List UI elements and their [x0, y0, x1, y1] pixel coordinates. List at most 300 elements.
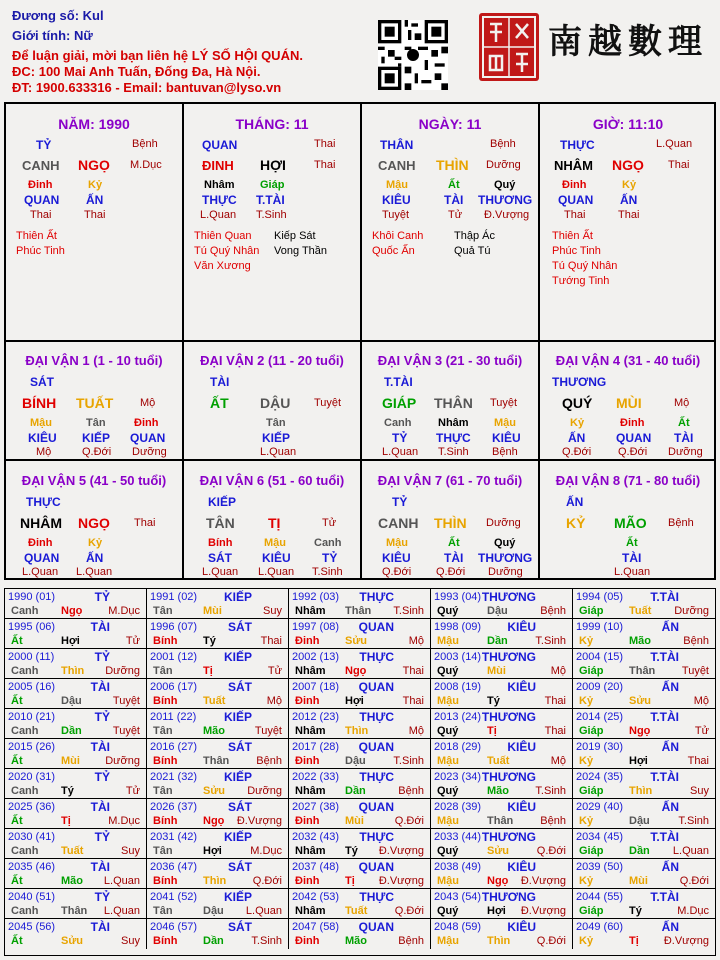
year-cell — [5, 859, 147, 889]
year-cell — [573, 919, 715, 949]
year-chi: Dần — [203, 935, 224, 947]
year-chi: Tý — [629, 905, 642, 917]
year-star: THƯƠNG — [481, 650, 536, 664]
year-cell — [431, 889, 573, 919]
year-stage: Đ.Vượng — [520, 905, 566, 917]
year-star: TỶ — [94, 710, 110, 724]
year-label: 1996 (07) — [150, 621, 198, 633]
year-chi: Dậu — [629, 815, 650, 827]
year-stage: T.Sinh — [678, 815, 709, 827]
year-cell — [573, 799, 715, 829]
year-label: 1991 (02) — [150, 591, 198, 603]
year-star: QUAN — [358, 620, 394, 634]
year-cell — [289, 739, 431, 769]
year-cell — [5, 739, 147, 769]
dai-van-star: T.TÀI — [384, 375, 413, 389]
year-label: 2036 (47) — [150, 861, 198, 873]
year-cell — [5, 829, 147, 859]
dai-van-stage: Mộ — [140, 397, 156, 409]
year-cell — [573, 679, 715, 709]
pillar-top-star: TỶ — [36, 138, 52, 152]
hidden-star: KIÊU — [382, 551, 411, 565]
year-star: THỰC — [359, 710, 394, 724]
hidden-star: THỰC — [436, 431, 471, 445]
year-can: Tân — [153, 665, 173, 677]
dai-van-chi: NGỌ — [78, 515, 110, 531]
dai-van-3 — [362, 342, 538, 459]
year-row — [5, 709, 715, 739]
year-chi: Thìn — [345, 725, 369, 737]
dai-van-stage: Tử — [322, 517, 337, 529]
dai-van-stage: Mộ — [674, 397, 690, 409]
year-chi: Sửu — [487, 845, 510, 857]
pillar-chi: HỢI — [260, 157, 286, 173]
hidden-can: Mậu — [494, 417, 516, 429]
year-stage: Thai — [402, 695, 424, 707]
year-chi: Tuất — [345, 905, 368, 917]
hidden-stage: L.Quan — [76, 566, 113, 578]
year-label: 2008 (19) — [434, 681, 482, 693]
year-row — [5, 889, 715, 919]
year-label: 2023 (34) — [434, 771, 482, 783]
special-star: Văn Xương — [194, 260, 251, 272]
year-stage: Đ.Vượng — [520, 875, 566, 887]
pillar-top-star: QUAN — [202, 138, 238, 152]
year-stage: Mộ — [550, 665, 566, 677]
year-chi: Hợi — [203, 845, 222, 857]
year-stage: Bệnh — [683, 635, 709, 647]
year-label: 2027 (38) — [292, 801, 340, 813]
hidden-stage: Thai — [84, 209, 106, 221]
year-cell — [431, 679, 573, 709]
hidden-star: QUAN — [558, 193, 594, 207]
year-cell — [5, 679, 147, 709]
pillar-chi-stage: Dưỡng — [486, 159, 521, 171]
year-star: TỶ — [94, 590, 110, 604]
year-star: T.TÀI — [650, 590, 679, 604]
year-can: Mậu — [437, 635, 459, 647]
year-label: 2020 (31) — [8, 771, 56, 783]
year-stage: Thai — [687, 755, 709, 767]
year-can: Nhâm — [295, 665, 326, 677]
hidden-stage: Q.Đới — [618, 446, 648, 458]
year-chi: Ngọ — [629, 725, 651, 737]
hidden-star: TỶ — [392, 431, 408, 445]
year-star: KIẾP — [223, 830, 252, 844]
hidden-can: Ất — [448, 179, 460, 191]
year-label: 2038 (49) — [434, 861, 482, 873]
year-star: KIÊU — [507, 920, 536, 934]
hidden-star: KIÊU — [492, 431, 521, 445]
dai-van-star: KIẾP — [208, 495, 237, 509]
year-chi: Hợi — [487, 905, 506, 917]
year-chi: Dậu — [61, 695, 82, 707]
year-cell — [289, 619, 431, 649]
pillar-top-stage: Bệnh — [490, 138, 516, 150]
year-stage: Thai — [544, 695, 566, 707]
year-can: Bính — [153, 875, 178, 887]
hidden-star: ẤN — [86, 193, 104, 207]
year-stage: M.Dục — [108, 815, 140, 827]
year-can: Canh — [11, 665, 39, 677]
year-can: Giáp — [579, 605, 604, 617]
year-star: T.TÀI — [650, 890, 679, 904]
year-chi: Mùi — [487, 665, 506, 677]
special-star: Thiên Ất — [16, 230, 57, 242]
year-stage: Bệnh — [540, 605, 566, 617]
dai-van-star: ẤN — [566, 495, 584, 509]
year-star: ẤN — [661, 860, 679, 874]
year-star: KIÊU — [507, 740, 536, 754]
year-label: 2015 (26) — [8, 741, 56, 753]
seal-logo-icon — [478, 12, 540, 82]
year-label: 1992 (03) — [292, 591, 340, 603]
dai-van-stage: Tuyệt — [314, 397, 342, 409]
hidden-can: Giáp — [260, 179, 285, 191]
year-stage: Suy — [121, 845, 140, 857]
pillar-chi: THÌN — [436, 157, 469, 173]
year-can: Quý — [437, 785, 459, 797]
year-stage: L.Quan — [103, 875, 140, 887]
hidden-star: T.TÀI — [256, 193, 285, 207]
pillar-can: ĐINH — [202, 158, 234, 173]
pillar-top-star: THÂN — [380, 138, 414, 152]
year-chi: Hợi — [345, 695, 364, 707]
year-stage: Q.Đới — [536, 935, 566, 947]
year-chi: Mão — [629, 635, 651, 647]
year-can: Tân — [153, 605, 173, 617]
dai-van-4 — [540, 342, 716, 459]
year-cell — [289, 919, 431, 949]
hidden-can: Quý — [494, 537, 516, 549]
year-chi: Mùi — [345, 815, 364, 827]
year-star: KIẾP — [223, 710, 252, 724]
year-chi: Ngọ — [487, 875, 509, 887]
pillar-can: NHÂM — [554, 158, 593, 173]
year-cell — [573, 829, 715, 859]
dai-van-stage: Tuyệt — [490, 397, 518, 409]
year-stage: M.Dục — [677, 905, 709, 917]
hidden-stage: Thai — [618, 209, 640, 221]
year-chi: Thân — [203, 755, 230, 767]
special-star: Thiên Ất — [552, 230, 593, 242]
year-star: SÁT — [228, 740, 252, 754]
pillar-chi: NGỌ — [612, 157, 644, 173]
hidden-stage: L.Quan — [200, 209, 237, 221]
dai-van-8 — [540, 461, 716, 578]
year-can: Giáp — [579, 785, 604, 797]
dai-van-star: THƯƠNG — [552, 375, 607, 389]
year-chi: Tý — [61, 785, 74, 797]
year-star: THƯƠNG — [481, 710, 536, 724]
year-star: T.TÀI — [650, 830, 679, 844]
year-star: T.TÀI — [650, 770, 679, 784]
year-label: 2018 (29) — [434, 741, 482, 753]
year-cell — [147, 859, 289, 889]
year-label: 1997 (08) — [292, 621, 340, 633]
hidden-stage: Bệnh — [492, 446, 518, 458]
year-can: Canh — [11, 785, 39, 797]
hidden-stage: Tuyệt — [382, 209, 410, 221]
year-cell — [573, 889, 715, 919]
hidden-can: Đinh — [134, 417, 159, 429]
header — [0, 0, 720, 100]
year-stage: Thai — [260, 635, 282, 647]
pillar-top-stage: Bệnh — [132, 138, 158, 150]
year-row — [5, 589, 715, 619]
year-label: 1999 (10) — [576, 621, 624, 633]
hidden-can: Đinh — [562, 179, 587, 191]
year-cell — [5, 589, 147, 619]
year-can: Nhâm — [295, 605, 326, 617]
year-chi: Hợi — [629, 755, 648, 767]
dai-van-star: TỶ — [392, 495, 408, 509]
pillar-chi-stage: M.Dục — [130, 159, 162, 171]
year-star: SÁT — [228, 860, 252, 874]
hidden-can: Mậu — [30, 417, 52, 429]
year-cell — [289, 649, 431, 679]
year-stage: Bệnh — [398, 785, 424, 797]
year-label: 2045 (56) — [8, 921, 56, 933]
year-label: 2010 (21) — [8, 711, 56, 723]
year-can: Kỷ — [579, 635, 594, 647]
year-star: ẤN — [661, 680, 679, 694]
year-cell — [289, 889, 431, 919]
year-star: THỰC — [359, 890, 394, 904]
year-can: Quý — [437, 725, 459, 737]
year-row — [5, 919, 715, 949]
year-label: 2032 (43) — [292, 831, 340, 843]
pillar-hour — [540, 104, 716, 340]
year-stage: T.Sinh — [393, 755, 424, 767]
address-line: ĐC: 100 Mai Anh Tuấn, Đống Đa, Hà Nội. — [12, 64, 261, 79]
year-chi: Tị — [61, 815, 71, 827]
year-stage: Q.Đới — [679, 875, 709, 887]
year-chi: Ngọ — [345, 665, 367, 677]
year-chi: Tuất — [203, 695, 226, 707]
year-stage: L.Quan — [245, 905, 282, 917]
year-stage: Mộ — [408, 725, 424, 737]
special-star: Khôi Canh — [372, 230, 424, 242]
hidden-star: ẤN — [86, 551, 104, 565]
year-chi: Ngọ — [203, 815, 225, 827]
hidden-can: Mậu — [386, 537, 408, 549]
year-star: QUAN — [358, 680, 394, 694]
year-can: Nhâm — [295, 725, 326, 737]
year-can: Ất — [11, 935, 23, 947]
year-stage: Tuyệt — [681, 665, 709, 677]
year-label: 2039 (50) — [576, 861, 624, 873]
year-cell — [289, 859, 431, 889]
year-star: TỶ — [94, 890, 110, 904]
year-cell — [431, 919, 573, 949]
hidden-star: TÀI — [444, 193, 464, 207]
hidden-star: THƯƠNG — [478, 193, 533, 207]
year-chi: Mão — [61, 875, 83, 887]
year-stage: Tuyệt — [254, 725, 282, 737]
year-label: 2041 (52) — [150, 891, 198, 903]
year-label: 2037 (48) — [292, 861, 340, 873]
year-stage: Bệnh — [398, 935, 424, 947]
hidden-star: QUAN — [130, 431, 166, 445]
year-stage: T.Sinh — [535, 635, 566, 647]
year-chi: Mão — [487, 785, 509, 797]
special-star: Quả Tú — [454, 245, 491, 257]
year-star: TÀI — [90, 800, 110, 814]
year-star: SÁT — [228, 680, 252, 694]
year-can: Mậu — [437, 755, 459, 767]
year-can: Giáp — [579, 665, 604, 677]
year-stage: Bệnh — [256, 755, 282, 767]
dai-van-5 — [6, 461, 182, 578]
year-chi: Thìn — [61, 665, 85, 677]
year-label: 2042 (53) — [292, 891, 340, 903]
dai-van-star: THỰC — [26, 495, 61, 509]
dai-van-can: KỶ — [566, 515, 586, 531]
dai-van-title: ĐẠI VẬN 6 (51 - 60 tuổi) — [199, 473, 345, 488]
year-star: ẤN — [661, 920, 679, 934]
year-label: 2002 (13) — [292, 651, 340, 663]
hidden-star: TÀI — [674, 431, 694, 445]
year-stage: Suy — [263, 605, 282, 617]
year-chi: Dần — [345, 785, 366, 797]
hidden-can: Tân — [266, 417, 286, 429]
year-star: KIẾP — [223, 590, 252, 604]
year-row — [5, 859, 715, 889]
year-label: 2011 (22) — [150, 711, 197, 723]
year-label: 2048 (59) — [434, 921, 482, 933]
year-stage: Thai — [402, 665, 424, 677]
special-star: Thập Ác — [454, 230, 495, 242]
year-star: T.TÀI — [650, 650, 679, 664]
year-chi: Tý — [345, 845, 358, 857]
hidden-star: QUAN — [616, 431, 652, 445]
year-stage: Đ.Vượng — [236, 815, 282, 827]
year-cell — [431, 859, 573, 889]
year-chi: Hợi — [61, 635, 80, 647]
year-cell — [5, 919, 147, 949]
hidden-star: KIẾP — [82, 431, 111, 445]
dai-van-can: QUÝ — [562, 395, 593, 411]
year-can: Bính — [153, 755, 178, 767]
year-cell — [573, 619, 715, 649]
year-chi: Tị — [487, 725, 497, 737]
pillar-top-stage: Thai — [314, 138, 336, 150]
special-star: Vong Thần — [274, 245, 328, 257]
year-chi: Dần — [629, 845, 650, 857]
year-label: 2031 (42) — [150, 831, 198, 843]
year-label: 2019 (30) — [576, 741, 624, 753]
chart-grid — [4, 102, 716, 580]
dai-van-7 — [362, 461, 538, 578]
hidden-star: ẤN — [620, 193, 638, 207]
hidden-stage: Dưỡng — [132, 446, 167, 458]
year-chi: Sửu — [203, 785, 226, 797]
dai-van-chi: THÂN — [434, 395, 473, 411]
year-label: 1990 (01) — [8, 591, 56, 603]
year-label: 2005 (16) — [8, 681, 56, 693]
year-chi: Sửu — [345, 635, 368, 647]
year-cell — [431, 799, 573, 829]
year-cell — [573, 709, 715, 739]
year-can: Nhâm — [295, 905, 326, 917]
pillar-chi-stage: Thai — [668, 159, 690, 171]
dai-van-can: ẤT — [210, 395, 229, 411]
year-chi: Sửu — [629, 695, 652, 707]
year-can: Tân — [153, 905, 173, 917]
year-star: KIÊU — [507, 800, 536, 814]
year-can: Mậu — [437, 815, 459, 827]
year-cell — [147, 619, 289, 649]
year-can: Nhâm — [295, 785, 326, 797]
special-star: Tú Quý Nhân — [552, 260, 618, 272]
pillar-top-star: THỰC — [560, 138, 595, 152]
pillar-chi: NGỌ — [78, 157, 110, 173]
pillar-day — [362, 104, 538, 340]
hidden-can: Kỷ — [622, 179, 637, 191]
year-star: THỰC — [359, 650, 394, 664]
hidden-can: Đinh — [28, 179, 53, 191]
year-cell — [5, 889, 147, 919]
year-label: 2049 (60) — [576, 921, 624, 933]
year-stage: Thai — [544, 725, 566, 737]
year-chi: Dậu — [203, 905, 224, 917]
year-can: Giáp — [579, 725, 604, 737]
dai-van-stage: Dưỡng — [486, 517, 521, 529]
year-stage: Mộ — [550, 755, 566, 767]
year-star: SÁT — [228, 920, 252, 934]
hidden-stage: T.Sinh — [312, 566, 343, 578]
year-chi: Thìn — [487, 935, 511, 947]
year-can: Quý — [437, 665, 459, 677]
year-label: 2043 (54) — [434, 891, 482, 903]
contact-line: Để luận giải, mời bạn liên hệ LÝ SỐ HỘI QUÁN. — [12, 48, 303, 63]
year-label: 2003 (14) — [434, 651, 482, 663]
year-stage: T.Sinh — [251, 935, 282, 947]
year-can: Đinh — [295, 815, 320, 827]
pillar-chi-stage: Thai — [314, 159, 336, 171]
owner-name: Đương số: Kul — [12, 8, 104, 23]
year-label: 2017 (28) — [292, 741, 340, 753]
dai-van-title: ĐẠI VẬN 3 (21 - 30 tuổi) — [377, 353, 523, 368]
gender: Giới tính: Nữ — [12, 28, 93, 43]
hidden-stage: T.Sinh — [256, 209, 287, 221]
hidden-stage: Tử — [448, 209, 463, 221]
pillar-month — [184, 104, 360, 340]
hidden-stage: Q.Đới — [82, 446, 112, 458]
hidden-can: Kỷ — [88, 537, 103, 549]
hidden-can: Tân — [86, 417, 106, 429]
year-stage: Bệnh — [540, 815, 566, 827]
year-can: Tân — [153, 725, 173, 737]
hidden-star: KIÊU — [262, 551, 291, 565]
year-cell — [147, 649, 289, 679]
year-star: TÀI — [90, 680, 110, 694]
hidden-stage: L.Quan — [202, 566, 239, 578]
year-can: Canh — [11, 845, 39, 857]
year-star: KIẾP — [223, 650, 252, 664]
year-label: 1995 (06) — [8, 621, 56, 633]
special-star: Tướng Tinh — [552, 275, 610, 287]
hidden-stage: Đ.Vượng — [484, 209, 530, 221]
year-chi: Tị — [203, 665, 213, 677]
year-stage: Suy — [121, 935, 140, 947]
year-can: Tân — [153, 845, 173, 857]
hidden-can: Nhâm — [438, 417, 469, 429]
year-can: Đinh — [295, 935, 320, 947]
year-chi: Dần — [61, 725, 82, 737]
year-cell — [5, 769, 147, 799]
